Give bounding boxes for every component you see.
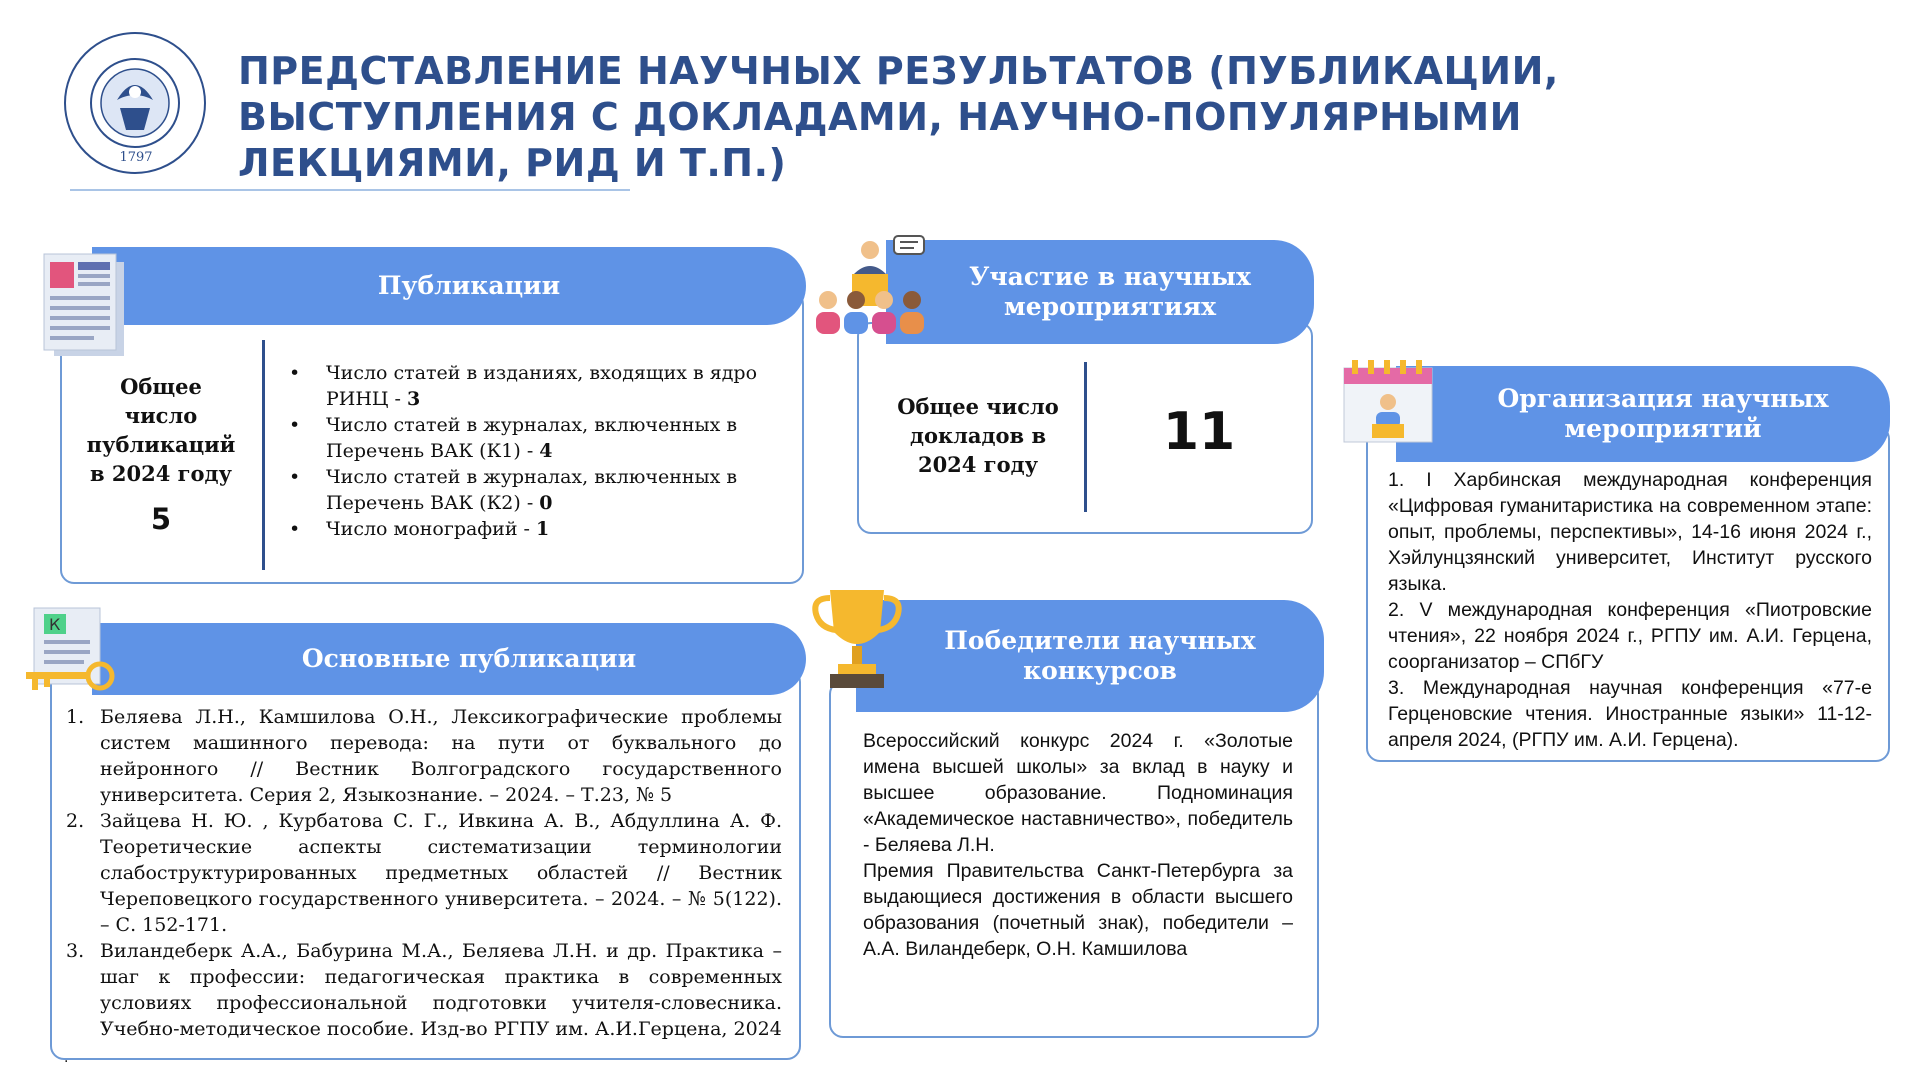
logo-year: 1797 <box>119 150 153 165</box>
events-divider <box>1084 362 1087 512</box>
list-item: 1. Беляева Л.Н., Камшилова О.Н., Лексикографические проблемы систем машинного перевода: на пути от буквального до нейронного // Вестник Волгоградского государственного университета. Серия 2, Языкознание. – 2024. – Т.23, № 5 <box>66 706 782 806</box>
publications-divider <box>262 340 265 570</box>
list-item: 2. V международная конференция «Пиотровские чтения», 22 ноября 2024 г., РГПУ им. А.И. Герцена, соорганизатор – СПбГУ <box>1388 599 1872 673</box>
document-icon <box>40 250 130 360</box>
winners-paragraph: Всероссийский конкурс 2024 г. «Золотые имена высшей школы» за вклад в науку и высшее образование. Подноминация «Академическое наставничество», победитель - Беляева Л.Н. <box>863 730 1293 856</box>
list-item: 2. Зайцева Н. Ю. , Курбатова С. Г., Ивкина А. В., Абдуллина А. Ф. Теоретические аспекты систематизации терминологии слабоструктурированных предметных областей // Вестник Череповецкого государственного университета. – 2024. – № 5(122). – С. 152-171. <box>66 810 782 936</box>
main-publications-list <box>52 704 782 1042</box>
svg-text:К: К <box>49 615 61 634</box>
page-title: ПРЕДСТАВЛЕНИЕ НАУЧНЫХ РЕЗУЛЬТАТОВ (ПУБЛИКАЦИИ, ВЫСТУПЛЕНИЯ С ДОКЛАДАМИ, НАУЧНО-ПОПУЛЯРНЫМИ ЛЕКЦИЯМИ, РИД И Т.П.) <box>238 49 1559 185</box>
publications-box <box>60 290 804 584</box>
winners-box <box>829 680 1319 1038</box>
list-item: 3. Виландеберк А.А., Бабурина М.А., Беляева Л.Н. и др. Практика – шаг к профессии: педагогическая практика в современных условиях профессиональной подготовки учителя-словесника. Учебно-методическое пособие. Изд-во РГПУ им. А.И.Герцена, 2024 <box>66 940 782 1040</box>
title-divider <box>70 189 630 191</box>
events-value: 11 <box>1162 402 1236 462</box>
winners-heading: Победители научных конкурсов <box>856 600 1324 712</box>
events-heading: Участие в научных мероприятиях <box>886 240 1314 344</box>
publications-total-value: 5 <box>150 502 172 536</box>
trailing-dot: . <box>64 1050 69 1066</box>
list-item: • Число статей в журналах, включенных в Перечень ВАК (К1) - 4 <box>284 412 764 464</box>
winners-text <box>863 728 1293 962</box>
publications-total-label: Общее число публикаций в 2024 году <box>86 374 236 486</box>
winners-paragraph: Премия Правительства Санкт-Петербурга за выдающиеся достижения в области высшего образования (почетный знак), победители – А.А. Виландеберк, О.Н. Камшилова <box>863 860 1293 960</box>
publications-list <box>284 360 764 542</box>
organization-heading: Организация научных мероприятий <box>1396 366 1890 462</box>
organization-box <box>1366 425 1890 762</box>
events-label: Общее число докладов в 2024 году <box>897 394 1059 477</box>
scroll-key-icon <box>22 606 118 698</box>
list-item: • Число статей в изданиях, входящих в ядро РИНЦ - 3 <box>284 360 764 412</box>
list-item: 1. I Харбинская международная конференция «Цифровая гуманитаристика на современном этапе: опыт, проблемы, перспективы», 14-16 июня 2024 г., Хэйлунцзянский университет, Институт русского языка. <box>1388 469 1872 595</box>
events-box <box>857 322 1313 534</box>
speaker-audience-icon <box>814 234 926 344</box>
trophy-icon <box>810 586 904 690</box>
list-item: • Число монографий - 1 <box>284 516 764 542</box>
calendar-presenter-icon <box>1342 358 1434 444</box>
main-publications-box <box>50 668 801 1060</box>
list-item: 3. Международная научная конференция «77-е Герценовские чтения. Иностранные языки» 11-12-апреля 2024, (РГПУ им. А.И. Герцена). <box>1388 677 1872 751</box>
main-publications-heading: Основные публикации <box>92 623 806 695</box>
list-item: • Число статей в журналах, включенных в Перечень ВАК (К2) - 0 <box>284 464 764 516</box>
organization-list <box>1388 467 1872 753</box>
publications-heading: Публикации <box>92 247 806 325</box>
